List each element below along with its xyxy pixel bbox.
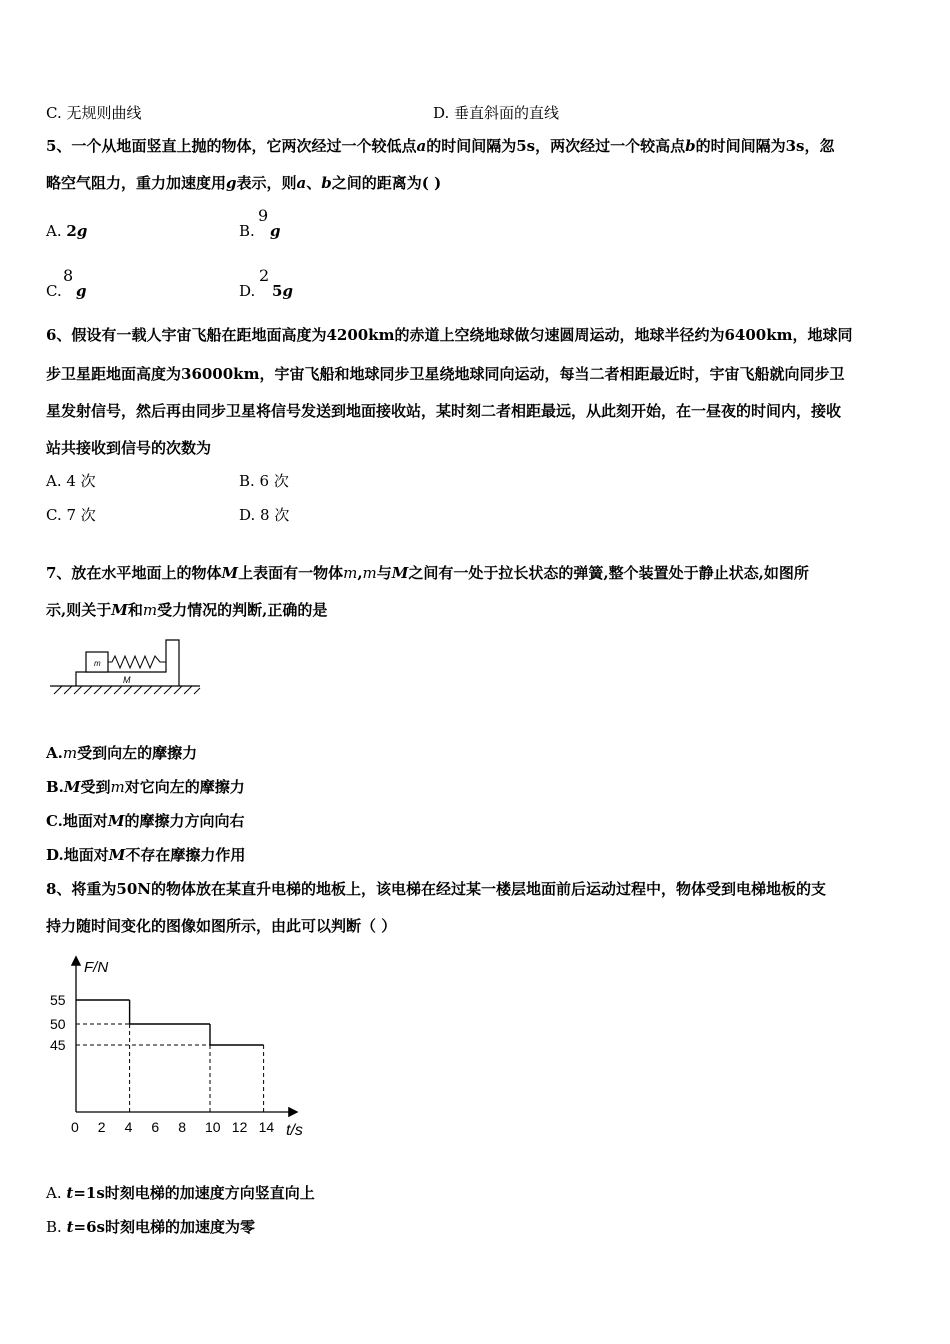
q8-stem-line2: 持力随时间变化的图像如图所示，由此可以判断（ ） — [46, 917, 397, 935]
spring — [108, 656, 166, 668]
q7-stem-line1: 7、放在水平地面上的物体M上表面有一物体m,m与M之间有一处于拉长状态的弹簧,整个装置处于静止状态,如图所 — [46, 564, 809, 582]
q5-option-c-var: g — [76, 282, 87, 300]
q8-option-b: B. t=6s时刻电梯的加速度为零 — [46, 1218, 255, 1236]
q5-stem-line1: 5、一个从地面竖直上抛的物体，它两次经过一个较低点a的时间间隔为5s，两次经过一个较高点b的时间间隔为3s，忽 — [46, 137, 835, 155]
q6-stem-line3: 星发射信号，然后再由同步卫星将信号发送到地面接收站，某时刻二者相距最远，从此刻开始，在一昼夜的时间内，接收 — [46, 402, 842, 420]
y-tick-label-55: 55 — [50, 992, 66, 1008]
x-tick-label-8: 8 — [178, 1119, 186, 1135]
q6-stem-line4: 站共接收到信号的次数为 — [46, 439, 212, 457]
q4-option-d: D. 垂直斜面的直线 — [433, 104, 560, 122]
x-tick-label-6: 6 — [151, 1119, 160, 1135]
q5-stem-line2: 略空气阻力，重力加速度用g表示，则a、b之间的距离为( ) — [46, 174, 442, 192]
q6-stem-line2: 步卫星距地面高度为36000km，宇宙飞船和地球同步卫星绕地球同向运动，每当二者相距最近时，宇宙飞船就向同步卫 — [46, 365, 845, 383]
q5-option-b-var: g — [270, 222, 281, 240]
q7-option-a: A.m受到向左的摩擦力 — [46, 744, 198, 762]
q7-option-c: C.地面对M的摩擦力方向向右 — [46, 812, 245, 830]
x-tick-label-4: 4 — [124, 1119, 133, 1135]
q7-block-spring-figure — [46, 632, 206, 702]
q8-stem-line1: 8、将重为50N的物体放在某直升电梯的地板上，该电梯在经过某一楼层地面前后运动过程中，物体受到电梯地板的支 — [46, 880, 827, 898]
q5-option-d-value: 5g — [272, 282, 293, 300]
q6-stem-line1: 6、假设有一载人宇宙飞船在距地面高度为4200km的赤道上空绕地球做匀速圆周运动，地球半径约为6400km，地球同 — [46, 326, 853, 344]
q5-option-d-label: D. — [239, 282, 256, 300]
block-M-label: M — [123, 675, 131, 685]
y-tick-label-45: 45 — [50, 1037, 66, 1053]
ground-hatching — [54, 686, 200, 694]
q7-stem-line2: 示,则关于M和m受力情况的判断,正确的是 — [46, 601, 328, 619]
q6-option-c: C. 7 次 — [46, 506, 96, 524]
q6-option-d: D. 8 次 — [239, 506, 290, 524]
q8-option-a: A. t=1s时刻电梯的加速度方向竖直向上 — [46, 1184, 315, 1202]
x-tick-label-12: 12 — [231, 1119, 248, 1135]
block-m-label: m — [94, 659, 101, 668]
y-tick-label-50: 50 — [50, 1016, 66, 1032]
x-tick-label-10: 10 — [205, 1119, 221, 1135]
x-axis-label: t/s — [286, 1122, 303, 1139]
q7-option-b: B.M受到m对它向左的摩擦力 — [46, 778, 245, 796]
q5-option-b-label: B. — [239, 222, 255, 240]
q5-option-c-numerator: 8 — [63, 266, 74, 285]
q5-option-d-numerator: 2 — [259, 266, 270, 285]
q6-option-a: A. 4 次 — [46, 472, 96, 490]
q4-option-c: C. 无规则曲线 — [46, 104, 142, 122]
q5-option-c-label: C. — [46, 282, 62, 300]
q8-force-time-chart — [40, 950, 330, 1145]
x-tick-label-0: 0 — [71, 1119, 79, 1135]
q5-option-b-numerator: 9 — [258, 206, 269, 225]
q7-option-d: D.地面对M不存在摩擦力作用 — [46, 846, 246, 864]
q6-option-b: B. 6 次 — [239, 472, 289, 490]
x-tick-label-14: 14 — [258, 1119, 275, 1135]
q5-option-a: A. 2g — [46, 222, 88, 240]
y-axis-label: F/N — [84, 959, 109, 976]
x-tick-label-2: 2 — [97, 1119, 106, 1135]
